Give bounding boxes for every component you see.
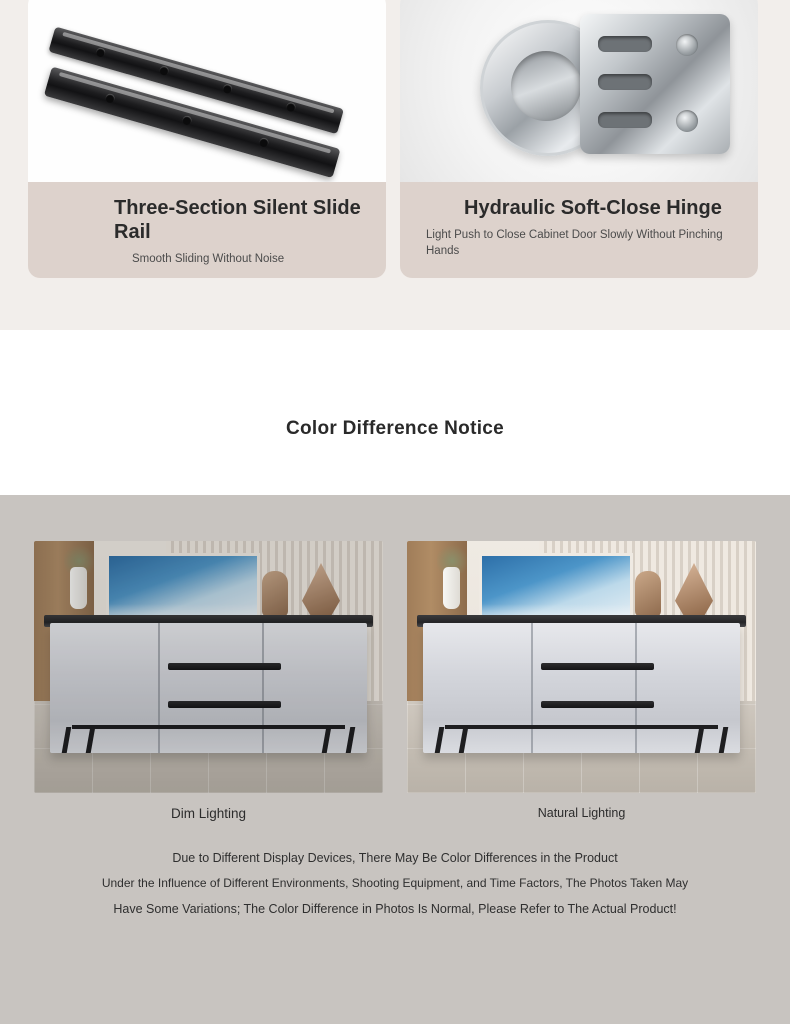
page-title: Color Difference Notice [285,418,505,439]
hardware-card-title: Hydraulic Soft-Close Hinge [464,197,722,219]
color-comparison-section [0,495,790,1024]
hardware-card-subtitle: Light Push to Close Cabinet Door Slowly Without Pinching Hands [426,229,723,257]
notice-line-3: Have Some Variations; The Color Difference in Photos Is Normal, Please Refer to The Actual Product! [113,902,677,917]
hydraulic-hinge-icon [400,0,758,182]
comparison-row [0,495,790,821]
color-notice-heading-band [0,330,790,495]
hardware-card-row [0,0,790,278]
hardware-card-caption [400,182,758,259]
color-notice-text [0,821,790,923]
hinge-illustration [400,0,758,182]
hardware-card-caption [28,182,386,268]
slide-rail-icon [28,0,386,182]
comparison-label-natural: Natural Lighting [537,806,626,820]
comparison-label-dim: Dim Lighting [170,806,247,821]
hardware-card-subtitle: Smooth Sliding Without Noise [132,253,285,265]
hardware-card-hinge [400,0,758,278]
hinge-arm-shape [580,14,730,154]
notice-line-1: Due to Different Display Devices, There May Be Color Differences in the Product [172,851,618,865]
comparison-item-natural [407,541,756,821]
sideboard-dim-photo [34,541,383,793]
notice-line-2: Under the Influence of Different Environments, Shooting Equipment, and Time Factors, The Photos Taken May [101,876,689,891]
comparison-item-dim [34,541,383,821]
hardware-card-slide-rail [28,0,386,278]
sideboard-natural-photo [407,541,756,793]
hardware-features-section [0,0,790,330]
hardware-card-title: Three-Section Silent Slide Rail [114,197,361,243]
